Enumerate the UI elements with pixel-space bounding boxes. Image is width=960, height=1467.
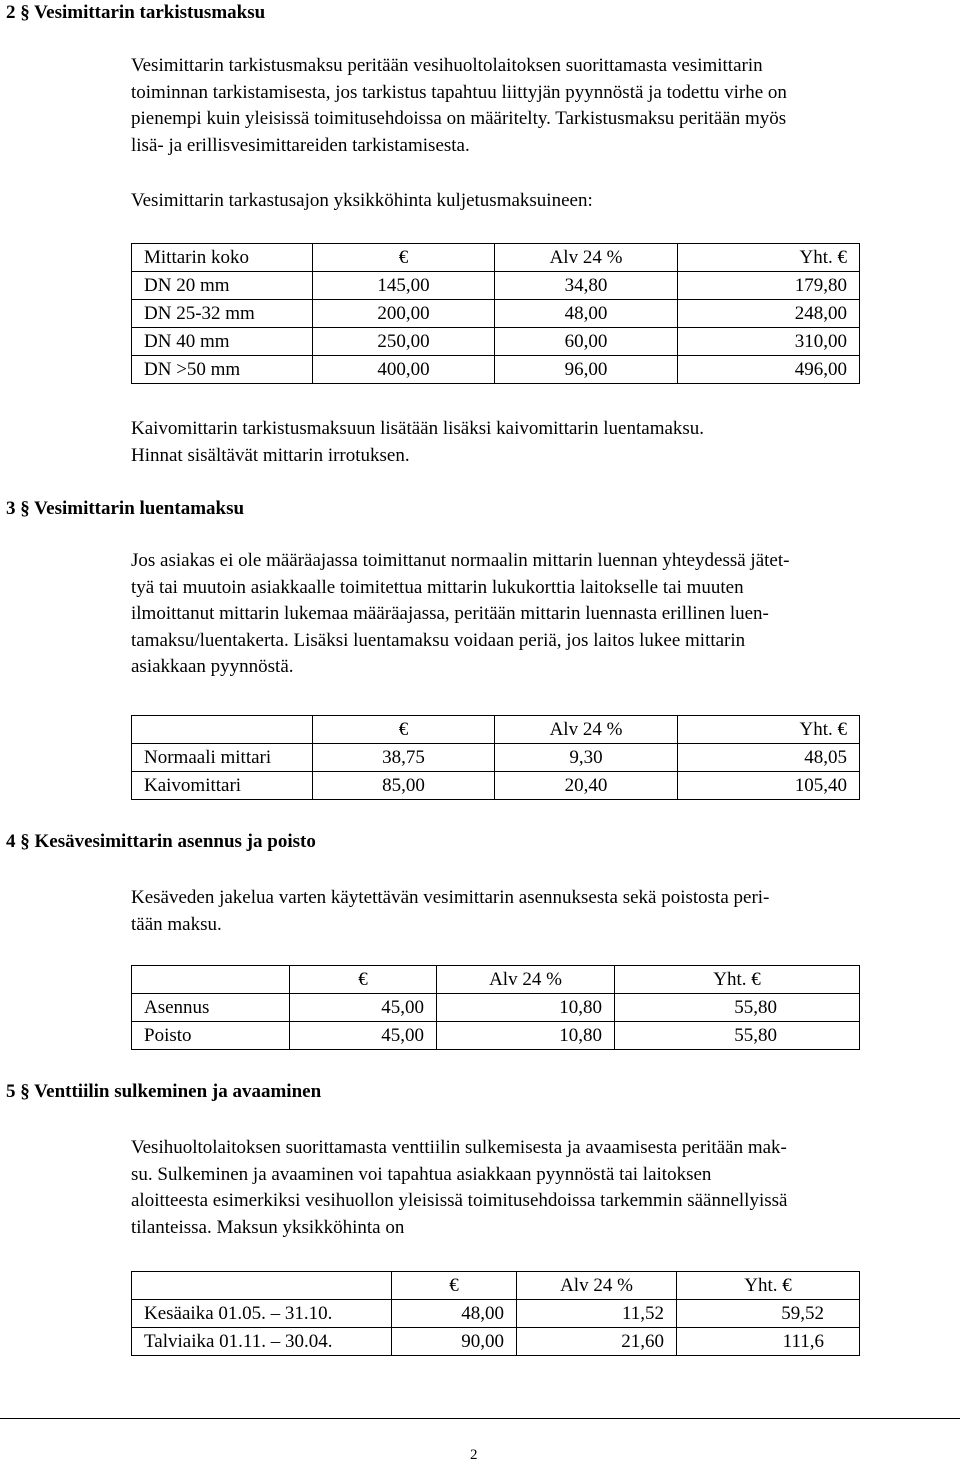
table-cell: 20,40	[495, 772, 678, 800]
table-cell: 10,80	[437, 994, 615, 1022]
section-4-paragraph	[131, 885, 931, 938]
table-cell: 38,75	[313, 744, 495, 772]
table-cell: 10,80	[437, 1022, 615, 1050]
footer-divider	[0, 1418, 960, 1419]
header-cell	[132, 966, 290, 994]
table-cell: 96,00	[495, 356, 678, 384]
header-cell: Yht. €	[677, 1272, 860, 1300]
table-cell: 310,00	[678, 328, 860, 356]
table-cell: Normaali mittari	[132, 744, 313, 772]
section-3-heading: 3 § Vesimittarin luentamaksu	[6, 498, 245, 519]
table-cell: 45,00	[290, 1022, 437, 1050]
text-line: Kesäveden jakelua varten käytettävän vesimittarin asennuksesta sekä poistosta peri-	[131, 887, 770, 908]
table-cell: 400,00	[313, 356, 495, 384]
header-cell	[132, 716, 313, 744]
section-2-paragraph	[131, 53, 931, 159]
table-cell: 55,80	[615, 994, 860, 1022]
table-cell: DN 20 mm	[132, 272, 313, 300]
table-cell: DN >50 mm	[132, 356, 313, 384]
text-line: tyä tai muutoin asiakkaalle toimitettua mittarin lukukorttia laitokselle tai muuten	[131, 576, 744, 598]
text-line: tään maksu.	[131, 913, 222, 935]
header-cell: Yht. €	[678, 244, 860, 272]
table-cell: Kaivomittari	[132, 772, 313, 800]
table-cell: 48,05	[678, 744, 860, 772]
table-row	[132, 1328, 860, 1356]
header-cell: Mittarin koko	[132, 244, 313, 272]
table-row	[132, 994, 860, 1022]
summer-meter-fee-table	[131, 965, 860, 1050]
header-cell: €	[313, 716, 495, 744]
section-5-heading: 5 § Venttiilin sulkeminen ja avaaminen	[6, 1081, 322, 1102]
table-cell: Kesäaika 01.05. – 31.10.	[132, 1300, 392, 1328]
table-header-row	[132, 966, 860, 994]
section-5-paragraph	[131, 1135, 931, 1241]
header-cell: €	[290, 966, 437, 994]
text-line: pienempi kuin yleisissä toimitusehdoissa on määritelty. Tarkistusmaksu peritään myös	[131, 108, 787, 129]
header-cell: Alv 24 %	[495, 716, 678, 744]
table-cell: DN 40 mm	[132, 328, 313, 356]
text-line: ilmoittanut mittarin lukemaa määräajassa, peritään mittarin luennasta erillinen luen-	[131, 603, 769, 624]
table-cell: DN 25-32 mm	[132, 300, 313, 328]
table-cell: Talviaika 01.11. – 30.04.	[132, 1328, 392, 1356]
header-cell: Yht. €	[615, 966, 860, 994]
table-row	[132, 1300, 860, 1328]
table-row	[132, 300, 860, 328]
text-line: asiakkaan pyynnöstä.	[131, 656, 294, 677]
text-line: lisä- ja erillisvesimittareiden tarkistamisesta.	[131, 134, 470, 156]
header-cell: Alv 24 %	[517, 1272, 677, 1300]
text-line: Vesimittarin tarkistusmaksu peritään vesihuoltolaitoksen suorittamasta vesimittarin	[131, 55, 763, 76]
section-2-intro: Vesimittarin tarkastusajon yksikköhinta kuljetusmaksuineen:	[131, 190, 593, 211]
table-cell: 111,6	[677, 1328, 860, 1356]
table-cell: 59,52	[677, 1300, 860, 1328]
text-line: tamaksu/luentakerta. Lisäksi luentamaksu voidaan periä, jos laitos lukee mittarin	[131, 629, 746, 651]
table-cell: 48,00	[495, 300, 678, 328]
table-header-row	[132, 716, 860, 744]
table-cell: Poisto	[132, 1022, 290, 1050]
table-row	[132, 1022, 860, 1050]
text-line: Jos asiakas ei ole määräajassa toimittanut normaalin mittarin luennan yhteydessä jätet-	[131, 550, 790, 571]
reading-fee-table	[131, 715, 860, 800]
table-cell: 105,40	[678, 772, 860, 800]
table-cell: Asennus	[132, 994, 290, 1022]
section-3-paragraph	[131, 548, 931, 681]
table-cell: 248,00	[678, 300, 860, 328]
valve-fee-table	[131, 1271, 860, 1356]
table-cell: 60,00	[495, 328, 678, 356]
table-cell: 496,00	[678, 356, 860, 384]
page-number: 2	[470, 1447, 478, 1463]
header-cell	[132, 1272, 392, 1300]
table-cell: 250,00	[313, 328, 495, 356]
table-row	[132, 356, 860, 384]
header-cell: €	[313, 244, 495, 272]
table-row	[132, 272, 860, 300]
table-cell: 179,80	[678, 272, 860, 300]
table-cell: 21,60	[517, 1328, 677, 1356]
text-line: aloitteesta esimerkiksi vesihuollon yleisissä toimitusehdoissa tarkemmin säännellyissä	[131, 1190, 788, 1211]
section-2-note	[131, 416, 931, 469]
text-line: Kaivomittarin tarkistusmaksuun lisätään lisäksi kaivomittarin luentamaksu.	[131, 418, 705, 439]
section-4-heading: 4 § Kesävesimittarin asennus ja poisto	[6, 831, 316, 852]
table-row	[132, 328, 860, 356]
text-line: Hinnat sisältävät mittarin irrotuksen.	[131, 444, 410, 466]
text-line: tilanteissa. Maksun yksikköhinta on	[131, 1216, 405, 1238]
table-cell: 55,80	[615, 1022, 860, 1050]
table-row	[132, 744, 860, 772]
table-cell: 90,00	[392, 1328, 517, 1356]
table-cell: 145,00	[313, 272, 495, 300]
table-cell: 11,52	[517, 1300, 677, 1328]
header-cell: Alv 24 %	[437, 966, 615, 994]
header-cell: Alv 24 %	[495, 244, 678, 272]
table-row	[132, 772, 860, 800]
section-2-heading: 2 § Vesimittarin tarkistusmaksu	[6, 2, 266, 23]
header-cell: Yht. €	[678, 716, 860, 744]
table-cell: 48,00	[392, 1300, 517, 1328]
table-cell: 45,00	[290, 994, 437, 1022]
table-cell: 34,80	[495, 272, 678, 300]
table-cell: 85,00	[313, 772, 495, 800]
text-line: Vesihuoltolaitoksen suorittamasta venttiilin sulkemisesta ja avaamisesta peritään mak-	[131, 1137, 787, 1158]
table-header-row	[132, 1272, 860, 1300]
table-cell: 9,30	[495, 744, 678, 772]
table-cell: 200,00	[313, 300, 495, 328]
meter-check-price-table	[131, 243, 860, 384]
header-cell: €	[392, 1272, 517, 1300]
text-line: su. Sulkeminen ja avaaminen voi tapahtua asiakkaan pyynnöstä tai laitoksen	[131, 1163, 712, 1185]
text-line: toiminnan tarkistamisesta, jos tarkistus tapahtuu liittyjän pyynnöstä ja todettu virhe on	[131, 81, 787, 103]
table-header-row	[132, 244, 860, 272]
